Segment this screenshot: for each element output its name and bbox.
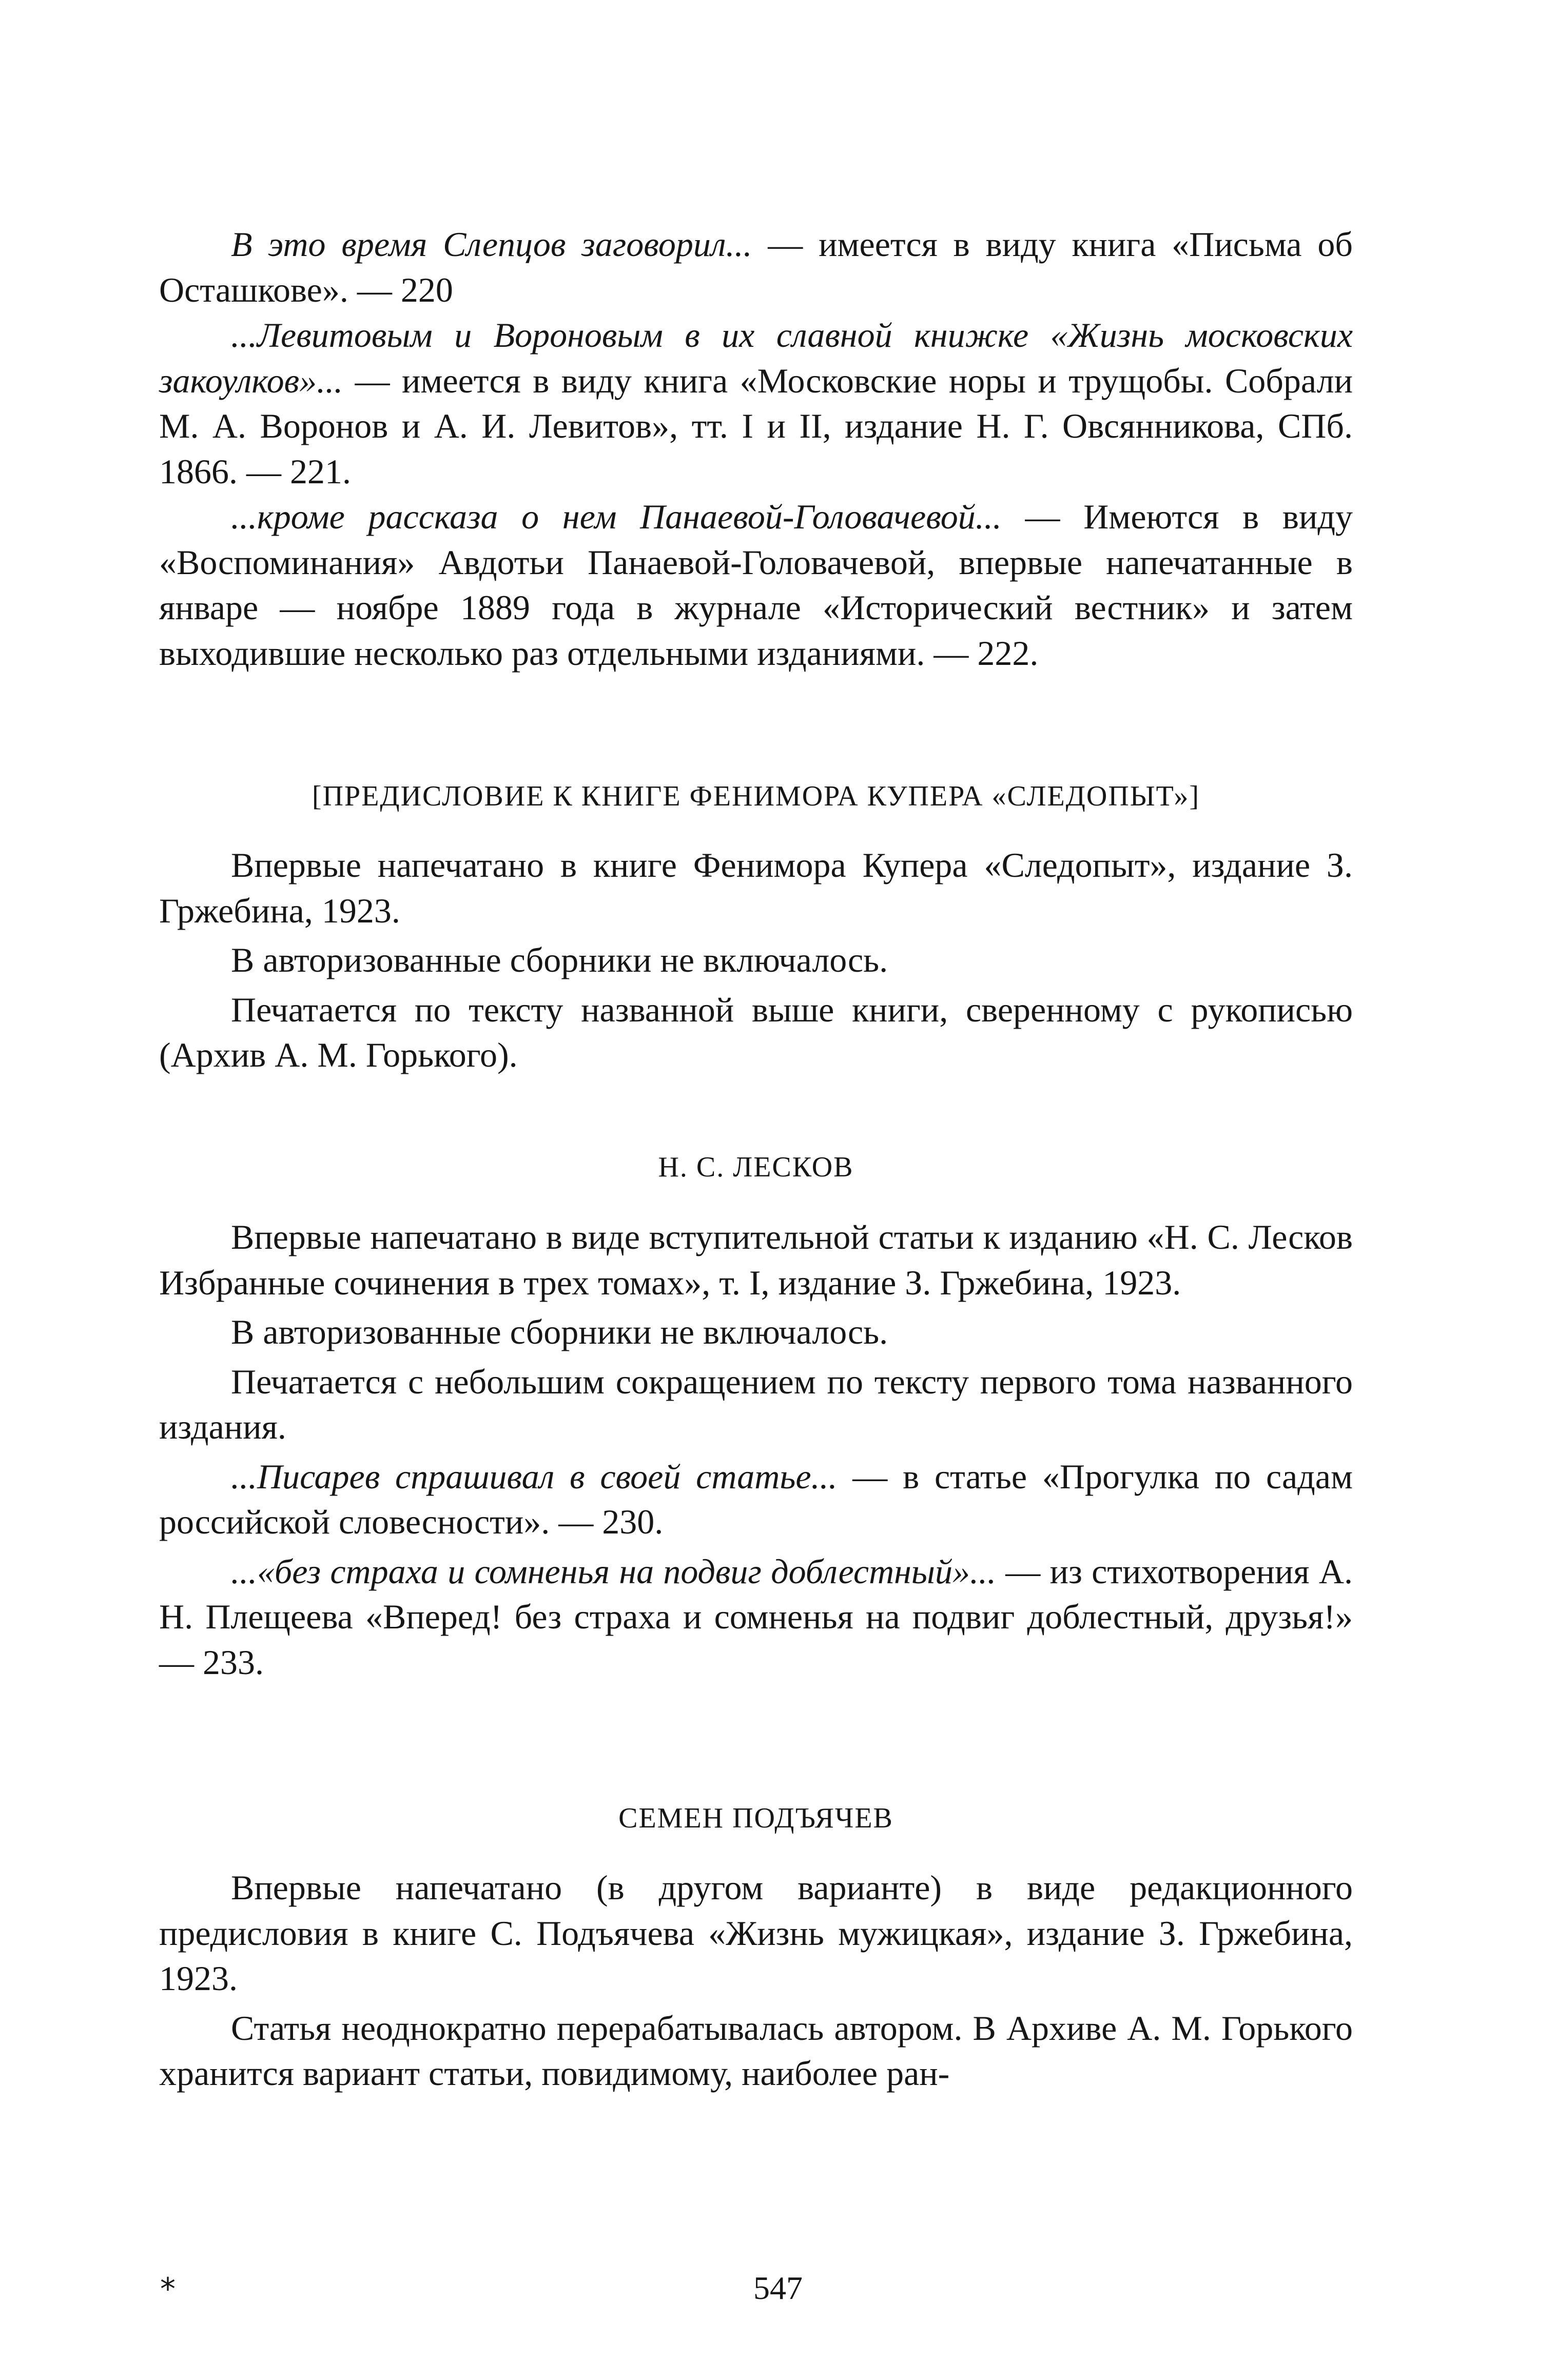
- quoted-phrase: ...Писарев спрашивал в своей статье...: [231, 1457, 838, 1496]
- note-text: — имеется в виду книга «Московские норы и трущобы. Собрали М. А. Воронов и А. И. Левитов», тт. I и II, издание Н. Г. Овсянникова, СПб. 1866. — 221.: [159, 361, 1353, 491]
- note-paragraph: [159, 1454, 1353, 1545]
- signature-mark: *: [160, 2271, 176, 2307]
- body-paragraph: В авторизованные сборники не включалось.: [231, 1312, 888, 1351]
- note-paragraph: [159, 494, 1353, 676]
- page-number: 547: [753, 2270, 803, 2306]
- body-paragraph: Впервые напечатано в виде вступительной статьи к изданию «Н. С. Лесков Избранные сочинения в трех томах», т. I, издание З. Гржебина, 1923.: [159, 1217, 1353, 1302]
- section-body-cooper: [159, 842, 1353, 1078]
- note-text: — имеется в виду книга «Письма об Осташкове». — 220: [159, 225, 1353, 309]
- section-heading-cooper: [ПРЕДИСЛОВИЕ К КНИГЕ ФЕНИМОРА КУПЕРА «СЛЕДОПЫТ»]: [312, 780, 1200, 812]
- body-paragraph: Впервые напечатано в книге Фенимора Купера «Следопыт», издание З. Гржебина, 1923.: [159, 845, 1353, 930]
- quoted-phrase: ...Левитовым и Вороновым в их славной книжке «Жизнь московских закоулков»...: [159, 316, 1353, 400]
- quoted-phrase: В это время Слепцов заговорил...: [231, 225, 752, 264]
- note-paragraph: [159, 222, 1353, 312]
- note-paragraph: [159, 1549, 1353, 1685]
- section-heading-leskov: Н. С. ЛЕСКОВ: [658, 1151, 854, 1183]
- body-paragraph: Статья неоднократно перерабатывалась автором. В Архиве А. М. Горького хранится вариант статьи, повидимому, наиболее ран-: [159, 2008, 1353, 2093]
- commentary-notes-continued: [159, 222, 1353, 676]
- note-text: — из стихотворения А. Н. Плещеева «Вперед! без страха и сомненья на подвиг доблестный, друзья!» — 233.: [159, 1551, 1353, 1682]
- note-paragraph: [159, 312, 1353, 494]
- section-body-podyachev: [159, 1865, 1353, 2096]
- body-paragraph: Печатается с небольшим сокращением по тексту первого тома названного издания.: [159, 1362, 1353, 1446]
- body-paragraph: В авторизованные сборники не включалось.: [231, 940, 888, 979]
- section-body-leskov: [159, 1214, 1353, 1685]
- quoted-phrase: ...«без страха и сомненья на подвиг доблестный»...: [231, 1551, 996, 1591]
- body-paragraph: Впервые напечатано (в другом варианте) в виде редакционного предисловия в книге С. Подъячева «Жизнь мужицкая», издание З. Гржебина, 1923.: [159, 1868, 1353, 1998]
- quoted-phrase: ...кроме рассказа о нем Панаевой-Головачевой...: [231, 497, 1002, 536]
- body-paragraph: Печатается по тексту названной выше книги, сверенному с рукописью (Архив А. М. Горького).: [159, 990, 1353, 1074]
- note-text: — Имеются в виду «Воспоминания» Авдотьи Панаевой-Головачевой, впервые напечатанные в январе — ноябре 1889 года в журнале «Исторический вестник» и затем выходившие несколько раз отдельными изданиями. — 222.: [159, 497, 1353, 673]
- note-text: — в статье «Прогулка по садам российской словесности». — 230.: [159, 1457, 1353, 1541]
- section-heading-podyachev: СЕМЕН ПОДЪЯЧЕВ: [618, 1802, 893, 1834]
